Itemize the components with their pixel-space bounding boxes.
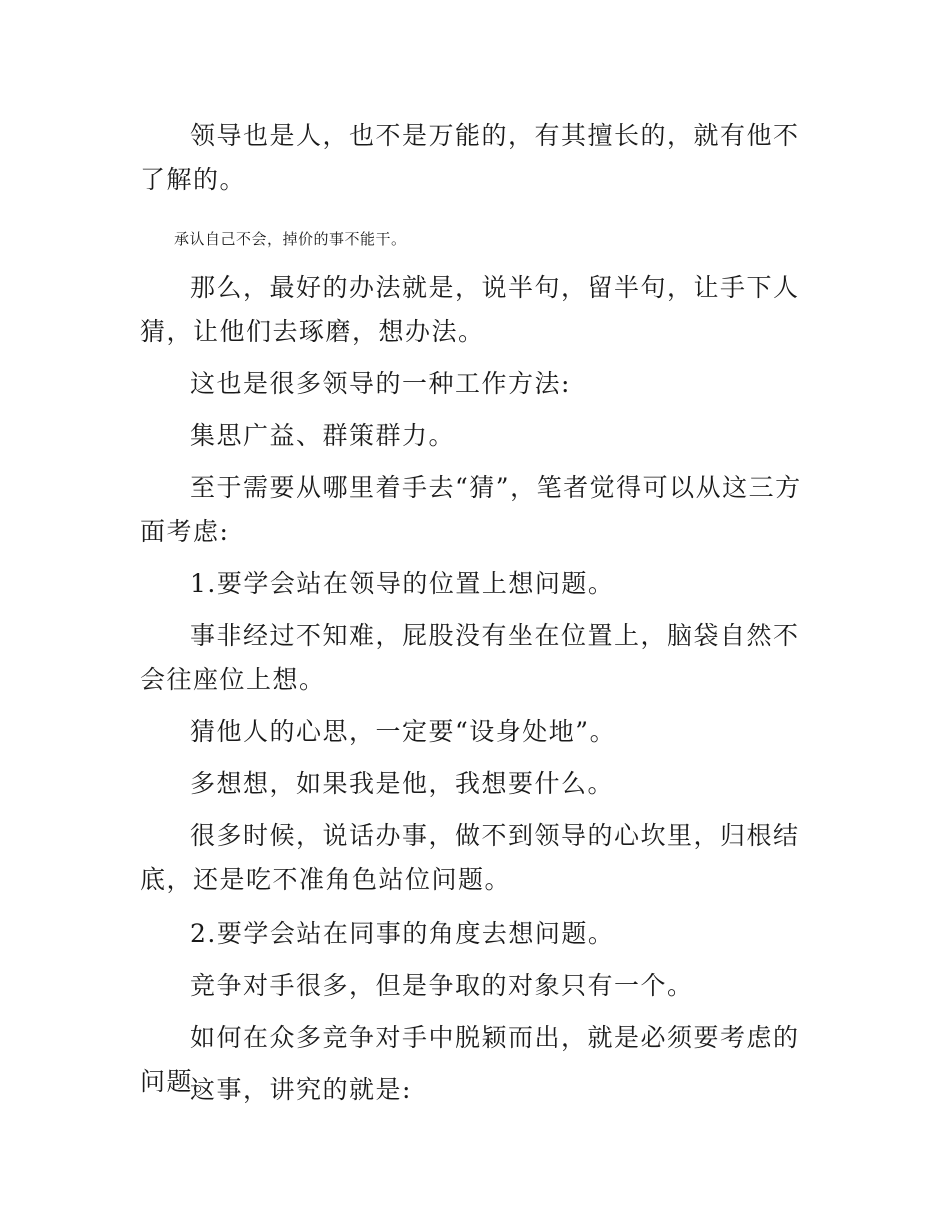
paragraph: 多想想，如果我是他，我想要什么。 <box>190 769 615 798</box>
paragraph: 事非经过不知难，屁股没有坐在位置上，脑袋自然不会往座位上想。 <box>140 621 800 694</box>
paragraph: 那么，最好的办法就是，说半句，留半句，让手下人猜，让他们去琢磨，想办法。 <box>140 273 800 346</box>
paragraph: 很多时候，说话办事，做不到领导的心坎里，归根结底，还是吃不准角色站位问题。 <box>140 821 800 894</box>
section-heading: 1.要学会站在领导的位置上想问题。 <box>190 569 615 598</box>
paragraph: 集思广益、群策群力。 <box>190 421 456 450</box>
paragraph: 猜他人的心思，一定要“设身处地”。 <box>190 717 617 746</box>
section-heading: 2.要学会站在同事的角度去想问题。 <box>190 919 615 948</box>
paragraph: 这事，讲究的就是: <box>190 1075 412 1104</box>
paragraph: 竞争对手很多，但是争取的对象只有一个。 <box>190 971 694 1000</box>
paragraph: 如何在众多竞争对手中脱颖而出，就是必须要考虑的问题。 <box>140 1023 800 1096</box>
paragraph: 这也是很多领导的一种工作方法: <box>190 369 571 398</box>
paragraph: 领导也是人，也不是万能的，有其擅长的，就有他不了解的。 <box>140 121 800 194</box>
paragraph: 至于需要从哪里着手去“猜”，笔者觉得可以从这三方面考虑: <box>140 473 802 546</box>
paragraph-small: 承认自己不会，掉价的事不能干。 <box>174 230 407 248</box>
